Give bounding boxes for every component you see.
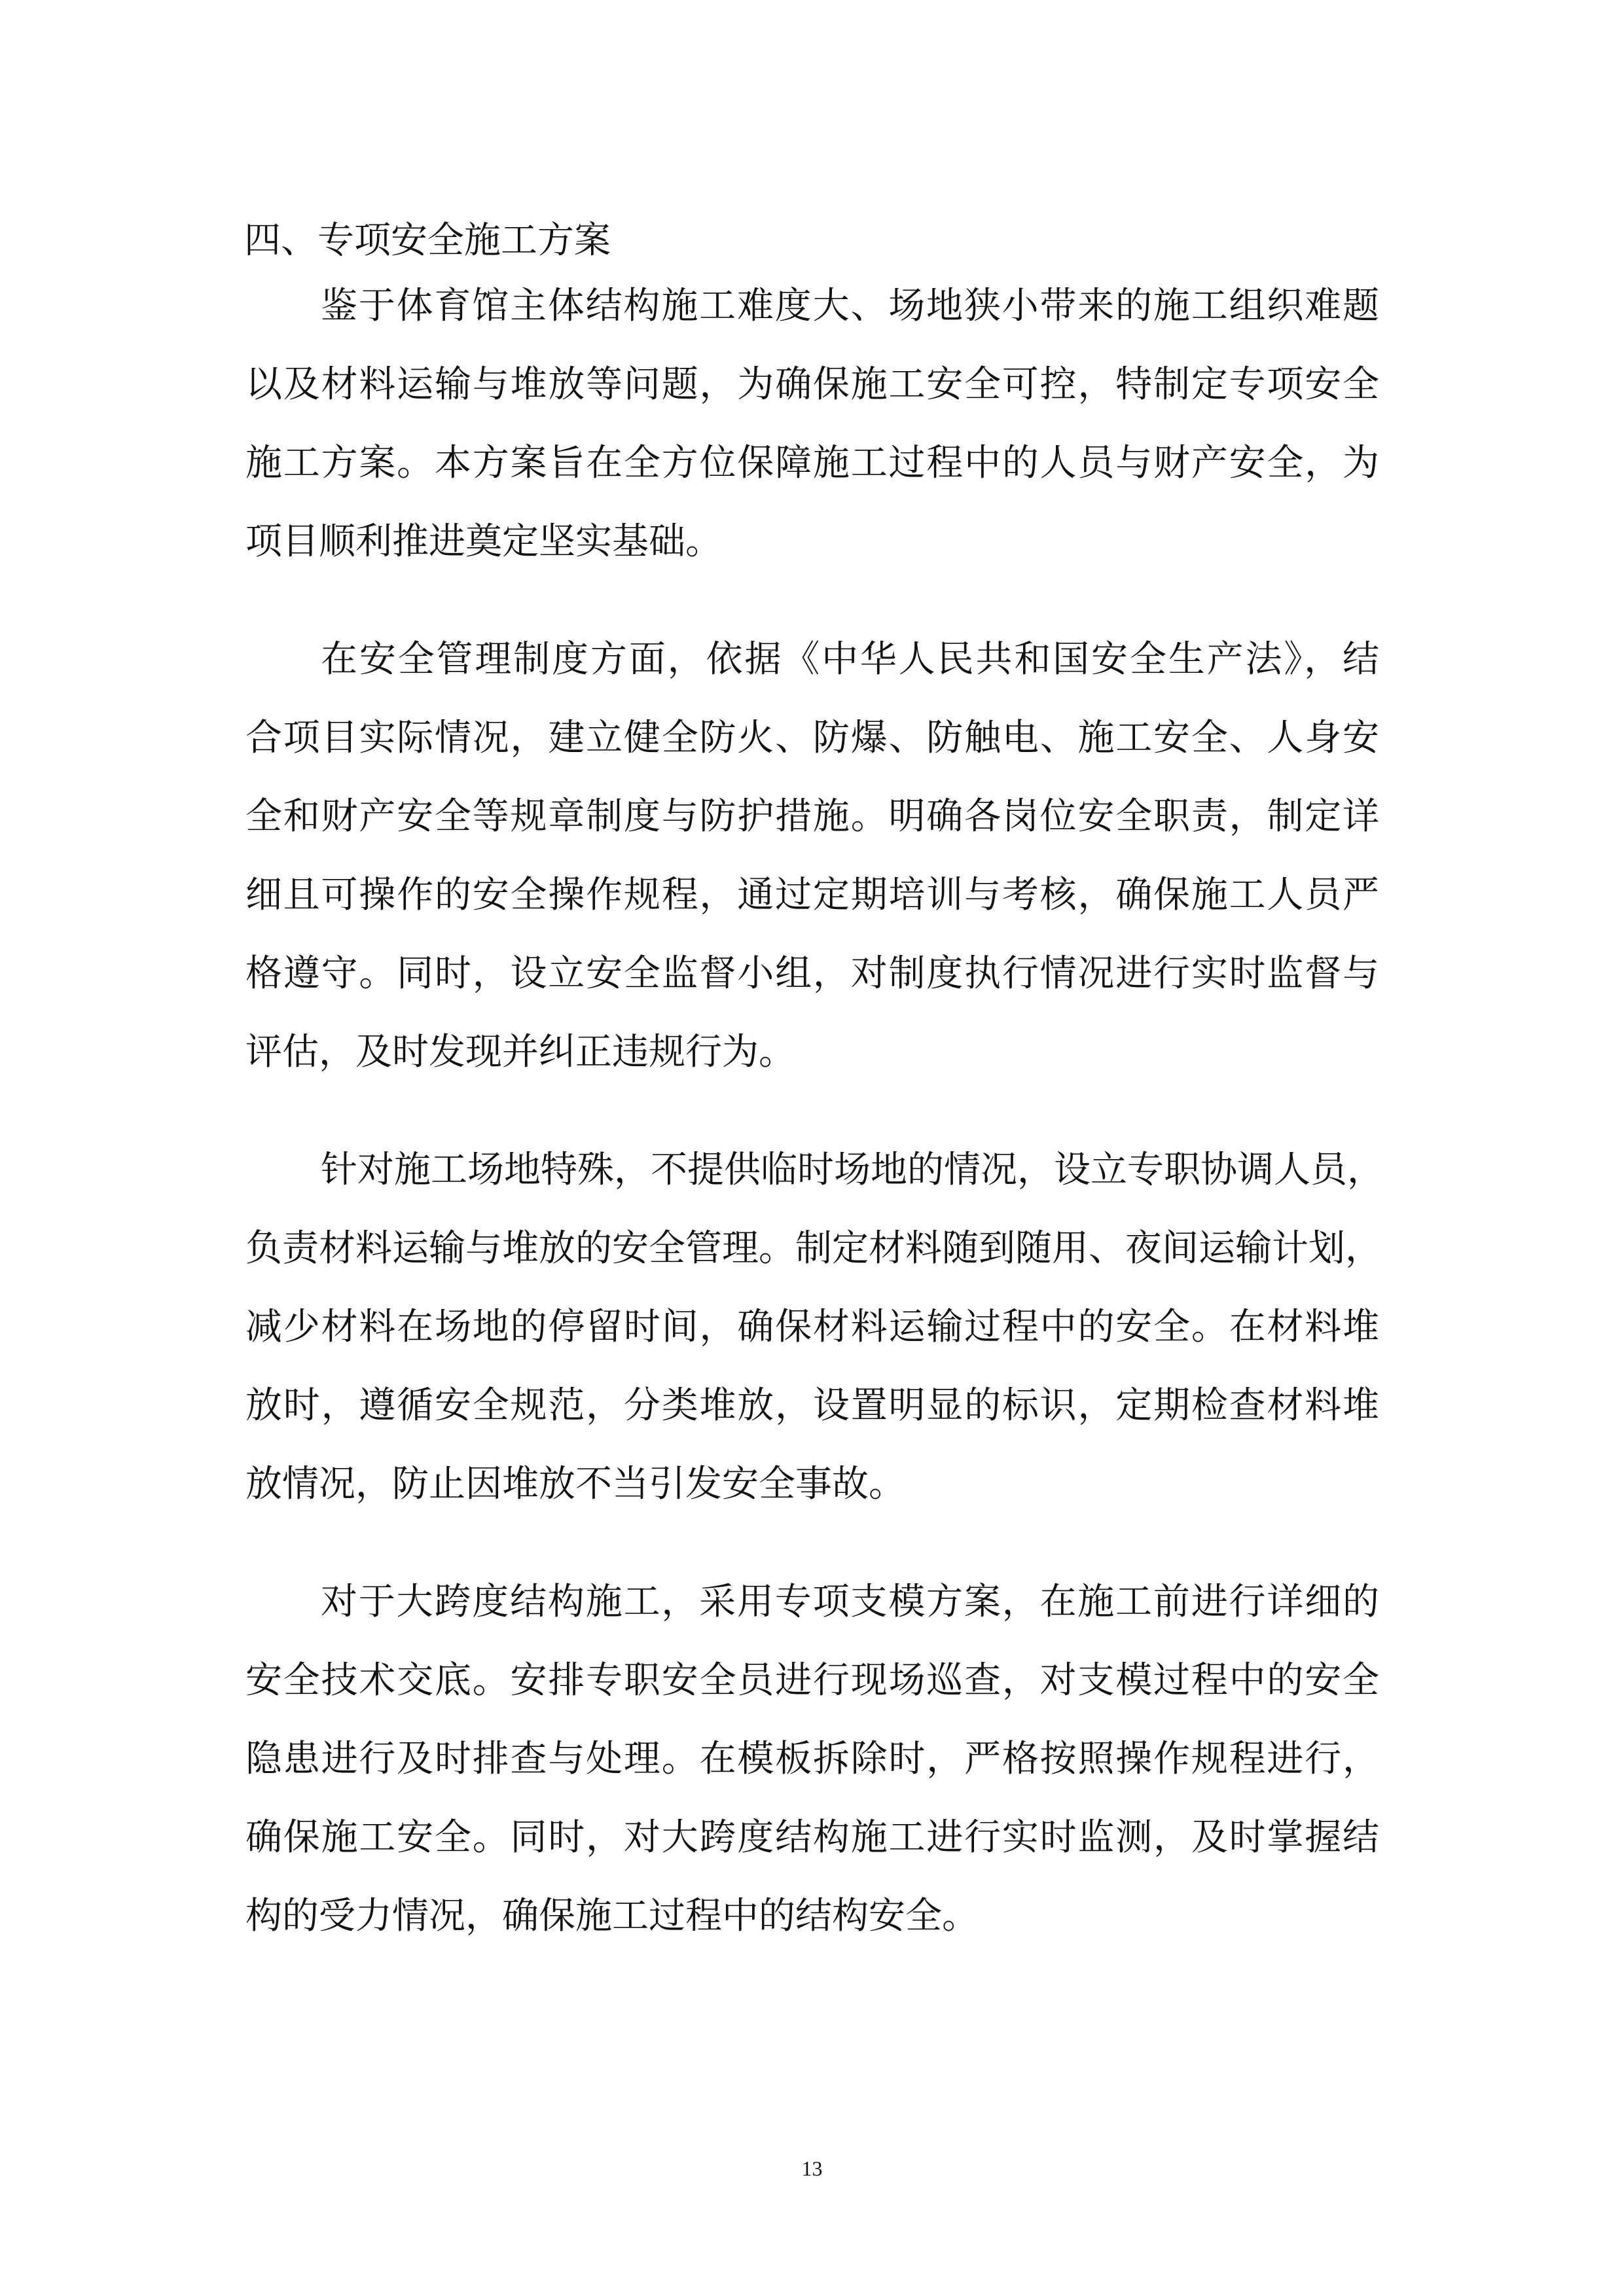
page-number: 13 <box>801 2157 823 2180</box>
paragraph-3-line-4: 放时，遵循安全规范，分类堆放，设置明显的标识，定期检查材料堆 <box>245 1384 1379 1427</box>
paragraph-2-line-5: 格遵守。同时，设立安全监督小组，对制度执行情况进行实时监督与 <box>245 952 1379 995</box>
paragraph-4-line-1: 对于大跨度结构施工，采用专项支模方案，在施工前进行详细的 <box>321 1581 1379 1623</box>
paragraph-1-line-3: 施工方案。本方案旨在全方位保障施工过程中的人员与财产安全，为 <box>245 442 1379 484</box>
paragraph-4-line-5: 构的受力情况，确保施工过程中的结构安全。 <box>245 1895 979 1937</box>
paragraph-3-line-2: 负责材料运输与堆放的安全管理。制定材料随到随用、夜间运输计划， <box>245 1227 1382 1270</box>
paragraph-3-line-5: 放情况，防止因堆放不当引发安全事故。 <box>245 1463 905 1505</box>
paragraph-4-line-4: 确保施工安全。同时，对大跨度结构施工进行实时监测，及时掌握结 <box>245 1816 1379 1859</box>
paragraph-1-line-1: 鉴于体育馆主体结构施工难度大、场地狭小带来的施工组织难题 <box>321 285 1379 327</box>
paragraph-3-line-1: 针对施工场地特殊，不提供临时场地的情况，设立专职协调人员， <box>321 1149 1384 1191</box>
section-heading: 四、专项安全施工方案 <box>244 219 611 262</box>
paragraph-2-line-4: 细且可操作的安全操作规程，通过定期培训与考核，确保施工人员严 <box>245 874 1379 916</box>
paragraph-4-line-2: 安全技术交底。安排专职安全员进行现场巡查，对支模过程中的安全 <box>245 1659 1379 1702</box>
paragraph-2-line-2: 合项目实际情况，建立健全防火、防爆、防触电、施工安全、人身安 <box>245 717 1379 759</box>
paragraph-1-line-4: 项目顺利推进奠定坚实基础。 <box>245 520 722 563</box>
paragraph-3-line-3: 减少材料在场地的停留时间，确保材料运输过程中的安全。在材料堆 <box>245 1306 1379 1348</box>
paragraph-4-line-3: 隐患进行及时排查与处理。在模板拆除时，严格按照操作规程进行， <box>245 1738 1379 1780</box>
paragraph-1-line-2: 以及材料运输与堆放等问题，为确保施工安全可控，特制定专项安全 <box>245 363 1379 406</box>
paragraph-2-line-3: 全和财产安全等规章制度与防护措施。明确各岗位安全职责，制定详 <box>245 795 1379 838</box>
paragraph-2-line-6: 评估，及时发现并纠正违规行为。 <box>245 1031 795 1073</box>
paragraph-2-line-1: 在安全管理制度方面，依据《中华人民共和国安全生产法》，结 <box>321 638 1379 681</box>
